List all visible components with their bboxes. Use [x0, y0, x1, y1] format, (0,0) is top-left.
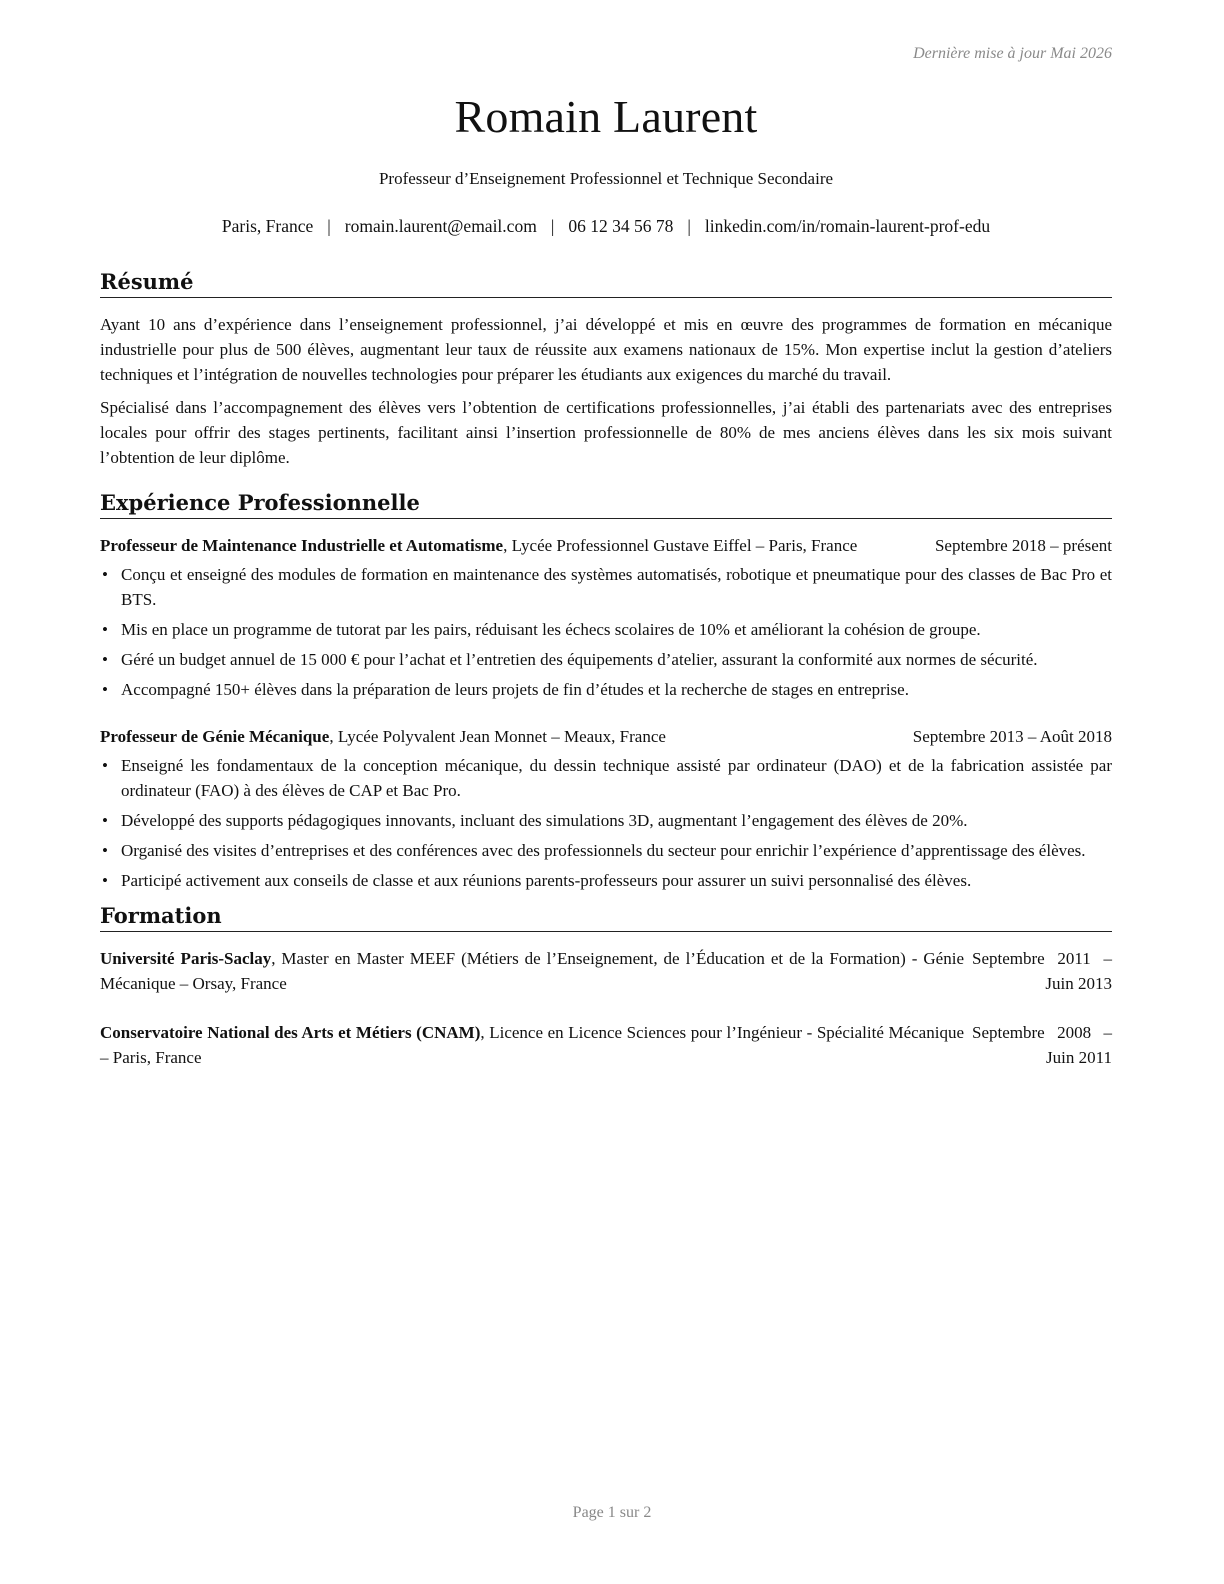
summary-heading: Résumé [100, 267, 1112, 298]
job-organization: , Lycée Polyvalent Jean Monnet – Meaux, France [329, 727, 666, 746]
list-item: • Participé activement aux conseils de classe et aux réunions parents-professeurs pour assurer un suivi personnalisé des élèves. [102, 871, 972, 890]
job-dates: Septembre 2018 – présent [934, 536, 1112, 555]
education-heading: Formation [100, 901, 1112, 932]
education-school: Université Paris-Saclay [100, 949, 272, 968]
job-bullets [100, 753, 1112, 893]
candidate-title: Professeur d’Enseignement Professionnel et Technique Secondaire [378, 169, 834, 188]
job-dates: Septembre 2013 – Août 2018 [912, 727, 1112, 746]
summary-paragraph: Spécialisé dans l’accompagnement des élèves vers l’obtention de certifications professionnelles, j’ai établi des partenariats avec des entreprises locales pour offrir des stages pertinents, facilitant ainsi l’insertion professionnelle de 80% de mes anciens élèves dans les six mois suivant l’obtention de leur diplôme. [100, 398, 1112, 467]
job-organization: , Lycée Professionnel Gustave Eiffel – Paris, France [503, 536, 858, 555]
list-item: • Organisé des visites d’entreprises et des conférences avec des professionnels du secteur pour enrichir l’expérience d’apprentissage des élèves. [102, 841, 1086, 860]
summary-paragraph: Ayant 10 ans d’expérience dans l’enseignement professionnel, j’ai développé et mis en œuvre des programmes de formation en mécanique industrielle pour plus de 500 élèves, augmentant leur taux de réussite aux examens nationaux de 15%. Mon expertise inclut la gestion d’ateliers techniques et l’intégration de nouvelles technologies pour préparer les étudiants aux exigences du marché du travail. [100, 315, 1112, 384]
job-header [100, 724, 1112, 749]
education-dates: Septembre 2011 – Juin 2013 [972, 949, 1112, 993]
job-entry [100, 724, 1112, 893]
education-detail: , Licence en Licence Sciences pour l’Ingénieur - Spécialité Mécanique – Paris, France [100, 1023, 964, 1067]
education-title-line [100, 946, 972, 996]
education-section [100, 901, 1112, 1070]
experience-heading: Expérience Professionnelle [100, 488, 1112, 519]
job-role: Professeur de Maintenance Industrielle et Automatisme [100, 536, 504, 555]
job-title-line [100, 724, 880, 749]
job-title-line [100, 533, 935, 558]
education-dates: Septembre 2008 – Juin 2011 [972, 1023, 1112, 1067]
education-detail: , Master en Master MEEF (Métiers de l’Enseignement, de l’Éducation et de la Formation) - Génie Mécanique – Orsay, France [100, 949, 964, 993]
experience-section [100, 488, 1112, 893]
contact-separator: | [687, 216, 691, 236]
list-item: • Conçu et enseigné des modules de formation en maintenance des systèmes automatisés, robotique et pneumatique pour des classes de Bac Pro et BTS. [102, 565, 1112, 609]
candidate-name: Romain Laurent [454, 91, 758, 142]
education-school: Conservatoire National des Arts et Métiers (CNAM) [100, 1023, 481, 1042]
contact-separator: | [327, 216, 331, 236]
job-bullets [100, 562, 1112, 702]
contact-email[interactable]: romain.laurent@email.com [344, 216, 537, 236]
page-number: Page 1 sur 2 [572, 1504, 652, 1521]
education-entry [100, 1020, 1112, 1070]
contact-linkedin[interactable]: linkedin.com/in/romain-laurent-prof-edu [704, 216, 991, 236]
contact-line [100, 216, 1112, 237]
last-updated: Dernière mise à jour Mai 2026 [913, 45, 1112, 62]
list-item: • Développé des supports pédagogiques innovants, incluant des simulations 3D, augmentant l’engagement des élèves de 20%. [102, 811, 968, 830]
list-item: • Enseigné les fondamentaux de la conception mécanique, du dessin technique assisté par ordinateur (DAO) et de la fabrication assistée par ordinateur (FAO) à des élèves de CAP et Bac Pro. [102, 756, 1112, 800]
list-item: • Géré un budget annuel de 15 000 € pour l’achat et l’entretien des équipements d’atelier, assurant la conformité aux normes de sécurité. [102, 650, 1038, 669]
summary-section [100, 267, 1112, 470]
contact-phone[interactable]: 06 12 34 56 78 [568, 216, 674, 236]
contact-separator: | [550, 216, 555, 236]
contact-location: Paris, France [221, 216, 314, 236]
job-entry [100, 533, 1112, 702]
list-item: • Mis en place un programme de tutorat par les pairs, réduisant les échecs scolaires de 10% et améliorant la cohésion de groupe. [102, 620, 981, 639]
job-role: Professeur de Génie Mécanique [100, 727, 330, 746]
education-entry [100, 946, 1112, 996]
education-title-line [100, 1020, 972, 1070]
list-item: • Accompagné 150+ élèves dans la préparation de leurs projets de fin d’études et la recherche de stages en entreprise. [102, 680, 909, 699]
job-header [100, 533, 1112, 558]
